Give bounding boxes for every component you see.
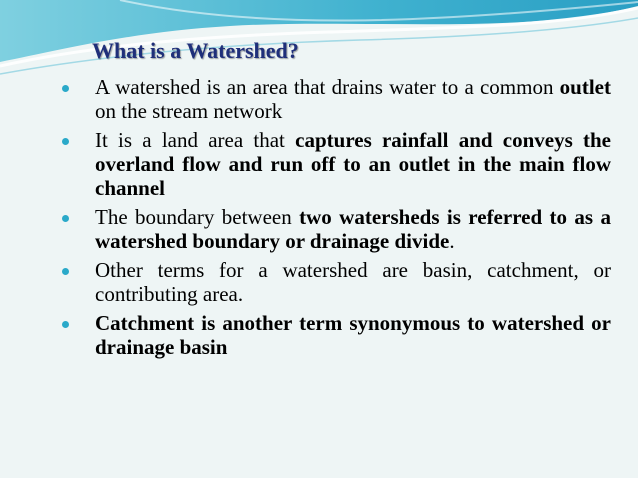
bullet-text-end: on the stream network (95, 99, 283, 123)
bullet-text: It is a land area that (95, 128, 285, 152)
bullet-emphasis: two watersheds is referred to as a watershed boundary or drainage divide (95, 205, 611, 253)
bullet-emphasis: captures rainfall and conveys the overland flow and run off to an outlet in the main flow channel (95, 128, 612, 200)
bullet-dot-icon (62, 268, 69, 275)
bullet-dot-icon (62, 215, 69, 222)
bullet-emphasis: Catchment is another term synonymous to watershed or drainage basin (95, 311, 611, 359)
bullet-text: Other terms for a watershed are basin, catchment, or contributing area. (95, 258, 611, 306)
bullet-dot-icon (62, 321, 69, 328)
bullet-item (58, 311, 611, 359)
bullet-item (58, 75, 611, 123)
bullet-dot-icon (62, 85, 69, 92)
slide-title: What is a Watershed? (92, 38, 299, 63)
bullet-item (58, 128, 611, 200)
bullet-list (58, 75, 611, 364)
bullet-text: A watershed is an area that drains water to a common (95, 75, 554, 99)
bullet-item (58, 205, 611, 253)
bullet-text-end: . (449, 229, 455, 253)
bullet-emphasis: outlet (559, 75, 611, 99)
bullet-dot-icon (62, 138, 69, 145)
bullet-item (58, 258, 611, 306)
bullet-text: The boundary between (95, 205, 292, 229)
